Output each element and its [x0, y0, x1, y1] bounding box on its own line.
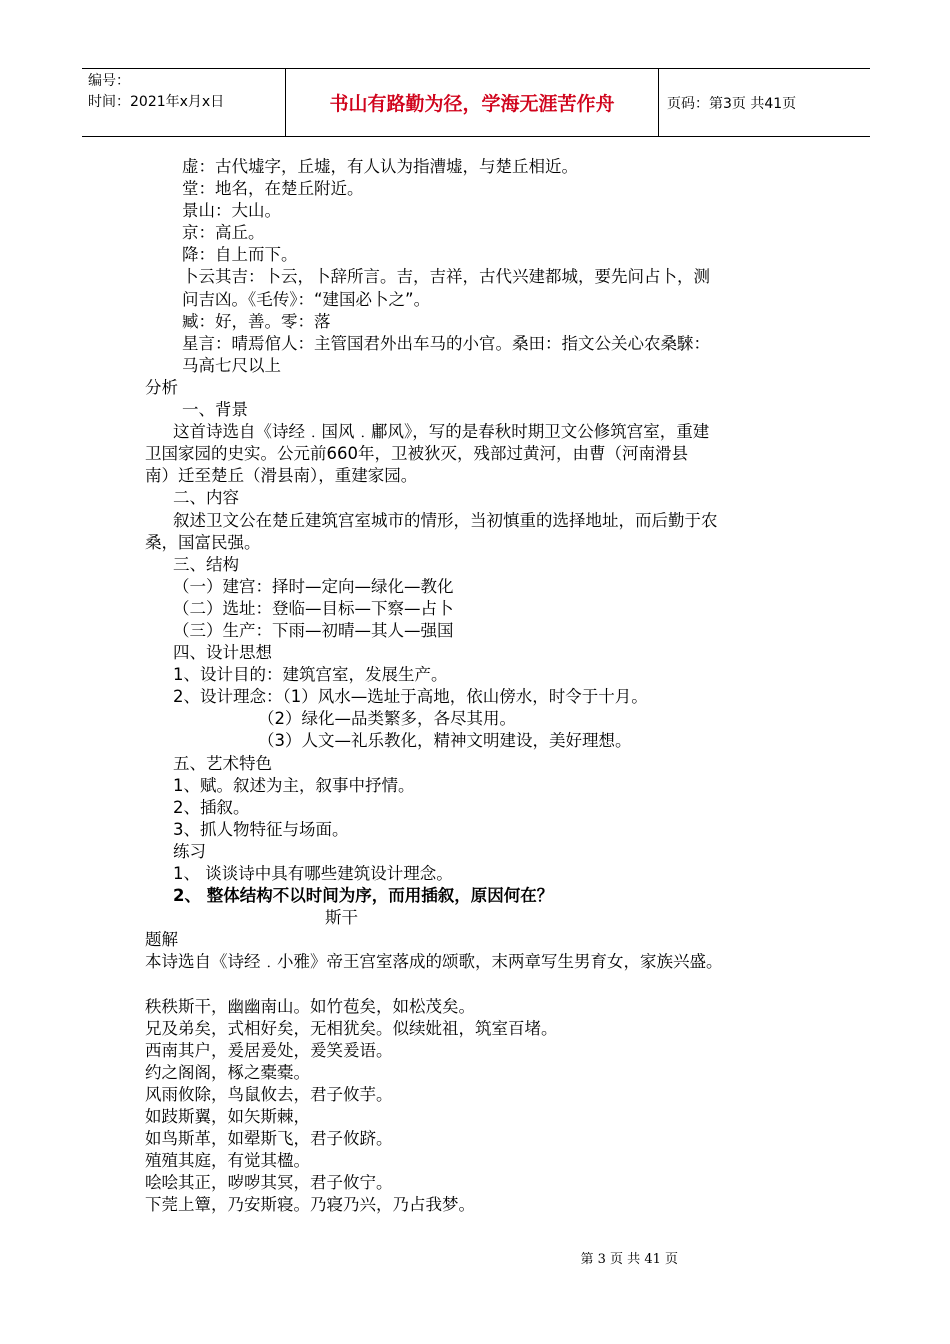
text-line: 虚：古代墟字，丘墟，有人认为指漕墟，与楚丘相近。	[182, 157, 578, 176]
text-line: 哙哙其正，哕哕其冥，君子攸宁。	[145, 1173, 393, 1193]
text-line: 如跂斯翼，如矢斯棘，	[145, 1107, 310, 1127]
header-meta	[82, 69, 285, 136]
header-page-label: 页码：第3页 共41页	[667, 95, 797, 112]
text-line: 兄及弟矣，式相好矣，无相犹矣。似续妣祖，筑室百堵。	[145, 1018, 558, 1038]
text-line: （2）绿化—品类繁多，各尽其用。	[258, 709, 516, 729]
text-line: （一）建宫：择时—定向—绿化—教化	[173, 576, 454, 596]
page-header	[82, 68, 870, 137]
text-line: 叙述卫文公在楚丘建筑宫室城市的情形，当初慎重的选择地址，而后勤于农	[173, 510, 718, 530]
text-line: 二、内容	[173, 488, 239, 508]
blank-line	[145, 973, 825, 995]
text-line: 卫国家园的史实。公元前660年，卫被狄灭，残部过黄河，由曹（河南滑县	[145, 444, 688, 464]
text-line: 秩秩斯干，幽幽南山。如竹苞矣，如松茂矣。	[145, 996, 475, 1016]
text-line: 四、设计思想	[173, 643, 272, 663]
text-line: 问吉凶。《毛传》：“建国必卜之”。	[182, 289, 431, 309]
text-line: 殖殖其庭，有觉其楹。	[145, 1151, 310, 1171]
text-line: 五、艺术特色	[173, 753, 272, 773]
doc-time-label: 时间：2021年x月x日	[88, 94, 225, 110]
text-line: 这首诗选自《诗经﹒国风﹒鄘风》，写的是春秋时期卫文公修筑宫室，重建	[173, 422, 710, 442]
text-line: 2、设计理念：（1）风水—选址于高地，依山傍水，时令于十月。	[173, 687, 648, 707]
doc-number-label: 编号：	[88, 73, 130, 89]
text-line: 西南其户，爰居爰处，爰笑爰语。	[145, 1040, 393, 1060]
text-line: 马高七尺以上	[182, 355, 281, 375]
text-line: 三、结构	[173, 554, 239, 574]
text-line: 3、抓人物特征与场面。	[173, 819, 349, 839]
text-line: 堂：地名，在楚丘附近。	[182, 179, 364, 199]
text-line: 练习	[173, 841, 206, 861]
text-line: 风雨攸除，鸟鼠攸去，君子攸芋。	[145, 1084, 393, 1104]
text-line: 一、背景	[182, 400, 248, 420]
text-line: 下莞上簟，乃安斯寝。乃寝乃兴，乃占我梦。	[145, 1195, 475, 1215]
text-line: 臧：好，善。零：落	[182, 311, 331, 331]
text-line: 南）迁至楚丘（滑县南），重建家园。	[145, 466, 418, 486]
text-line: 桑，国富民强。	[145, 532, 261, 552]
document-body	[145, 156, 825, 1217]
text-line: 分析	[145, 377, 178, 397]
text-line: 2、 整体结构不以时间为序，而用插叙，原因何在？	[173, 886, 554, 906]
text-line: 景山：大山。	[182, 201, 281, 221]
text-line: 2、插叙。	[173, 797, 250, 817]
text-line: 星言：晴焉倌人：主管国君外出车马的小官。桑田：指文公关心农桑騋：	[182, 333, 710, 353]
text-line: （二）选址：登临—目标—下察—占卜	[173, 598, 454, 618]
text-line: 降：自上而下。	[182, 245, 298, 265]
text-line: 卜云其吉：卜云，卜辞所言。吉，吉祥，古代兴建都城，要先问占卜，测	[182, 267, 710, 287]
text-line: 1、赋。叙述为主，叙事中抒情。	[173, 775, 415, 795]
text-line: （3）人文—礼乐教化，精神文明建设，美好理想。	[258, 731, 632, 751]
page-footer: 第 3 页 共 41 页	[580, 1252, 678, 1267]
text-line: 本诗选自《诗经﹒小雅》帝王宫室落成的颂歌，末两章写生男育女，家族兴盛。	[145, 952, 723, 972]
text-line: 斯干	[325, 908, 358, 928]
text-line: 如鸟斯革，如翚斯飞，君子攸跻。	[145, 1129, 393, 1149]
header-motto: 书山有路勤为径，学海无涯苦作舟	[285, 69, 659, 136]
text-line: 题解	[145, 930, 178, 950]
text-line: 1、 谈谈诗中具有哪些建筑设计理念。	[173, 864, 453, 883]
text-line: 1、设计目的：建筑宫室，发展生产。	[173, 665, 448, 685]
text-line: 京：高丘。	[182, 223, 265, 243]
text-line: （三）生产：下雨—初晴—其人—强国	[173, 620, 454, 640]
text-line: 约之阁阁，椓之橐橐。	[145, 1062, 310, 1082]
